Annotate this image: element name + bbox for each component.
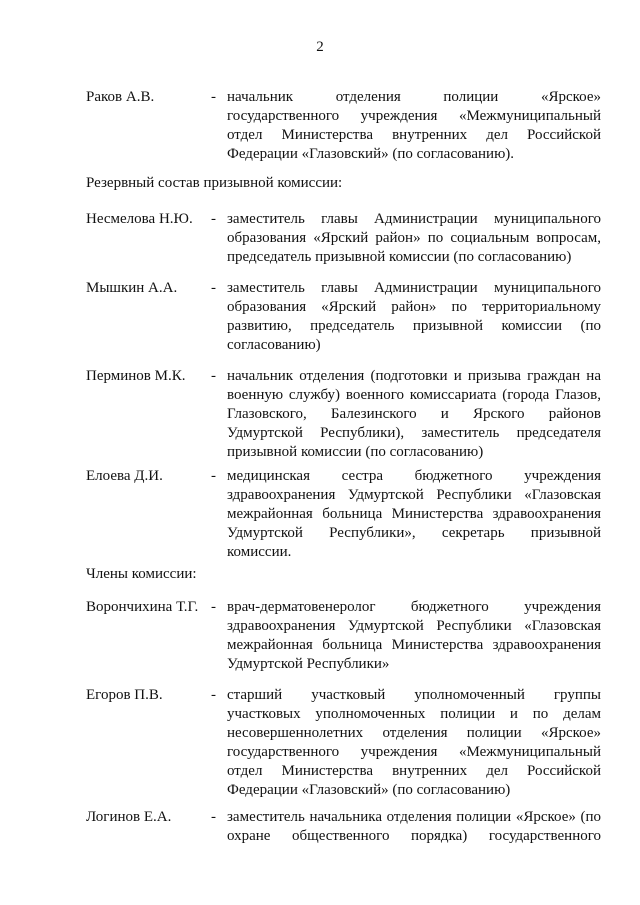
description-line: военную службу) военного комиссариата (города Глазов, (227, 387, 601, 403)
position-description (227, 279, 601, 355)
description-line: Удмуртской Республики», секретарь призывной (227, 525, 601, 541)
description-line: председатель призывной комиссии (по согласованию) (227, 249, 572, 265)
position-description (227, 367, 601, 462)
page-number: 2 (316, 39, 324, 55)
description-line: государственного учреждения «Межмуниципальный (227, 744, 601, 760)
position-description (227, 598, 601, 674)
description-line: Глазовского, Балезинского и Ярского районов (227, 406, 601, 422)
description-line: несовершеннолетних отделения полиции «Ярское» (227, 725, 601, 741)
person-name: Раков А.В. (86, 89, 155, 105)
description-line: участковых уполномоченных полиции и по делам (227, 706, 601, 722)
dash: - (211, 211, 216, 227)
description-line: начальник отделения полиции «Ярское» (227, 89, 601, 105)
person-name: Елоева Д.И. (86, 468, 163, 484)
dash: - (211, 599, 216, 615)
description-line: здравоохранения Удмуртской Республики «Глазовская (227, 618, 601, 634)
description-line: межрайонная больница Министерства здравоохранения (227, 506, 601, 522)
description-line: Удмуртской Республики» (227, 656, 390, 672)
dash: - (211, 468, 216, 484)
dash: - (211, 809, 216, 825)
description-line: согласованию) (227, 337, 321, 353)
description-line: начальник отделения (подготовки и призыва граждан на (227, 368, 601, 384)
dash: - (211, 687, 216, 703)
description-line: комиссии. (227, 544, 292, 560)
description-line: старший участковый уполномоченный группы (227, 687, 601, 703)
description-line: Федерации «Глазовский» (по согласованию) (227, 782, 511, 798)
position-description (227, 88, 601, 164)
dash: - (211, 280, 216, 296)
reserve-heading: Резервный состав призывной комиссии: (86, 175, 343, 191)
description-line: образования «Ярский район» по социальным вопросам, (227, 230, 601, 246)
person-name: Логинов Е.А. (86, 809, 172, 825)
position-description (227, 686, 601, 800)
description-line: здравоохранения Удмуртской Республики «Глазовская (227, 487, 601, 503)
description-line: отдел Министерства внутренних дел Российской (227, 127, 601, 143)
position-description (227, 210, 601, 267)
description-line: государственного учреждения «Межмуниципальный (227, 108, 601, 124)
person-name: Перминов М.К. (86, 368, 186, 384)
dash: - (211, 89, 216, 105)
description-line: образования «Ярский район» по территориальному (227, 299, 601, 315)
description-line: заместитель начальника отделения полиции «Ярское» (по (227, 809, 601, 825)
position-description (227, 467, 601, 562)
dash: - (211, 368, 216, 384)
description-line: Федерации «Глазовский» (по согласованию). (227, 146, 515, 162)
members-heading: Члены комиссии: (86, 566, 197, 582)
person-name: Егоров П.В. (86, 687, 163, 703)
description-line: Удмуртской Республики), заместитель председателя (227, 425, 601, 441)
description-line: развитию, председатель призывной комиссии (по (227, 318, 601, 334)
description-line: врач-дерматовенеролог бюджетного учреждения (227, 599, 601, 615)
description-line: межрайонная больница Министерства здравоохранения (227, 637, 601, 653)
description-line: заместитель главы Администрации муниципального (227, 211, 601, 227)
description-line: охране общественного порядка) государственного (227, 828, 601, 844)
person-name: Мышкин А.А. (86, 280, 178, 296)
position-description (227, 808, 601, 846)
description-line: призывной комиссии (по согласованию) (227, 444, 484, 460)
description-line: отдел Министерства внутренних дел Российской (227, 763, 601, 779)
person-name: Несмелова Н.Ю. (86, 211, 193, 227)
description-line: медицинская сестра бюджетного учреждения (227, 468, 601, 484)
person-name: Ворончихина Т.Г. (86, 599, 199, 615)
description-line: заместитель главы Администрации муниципального (227, 280, 601, 296)
